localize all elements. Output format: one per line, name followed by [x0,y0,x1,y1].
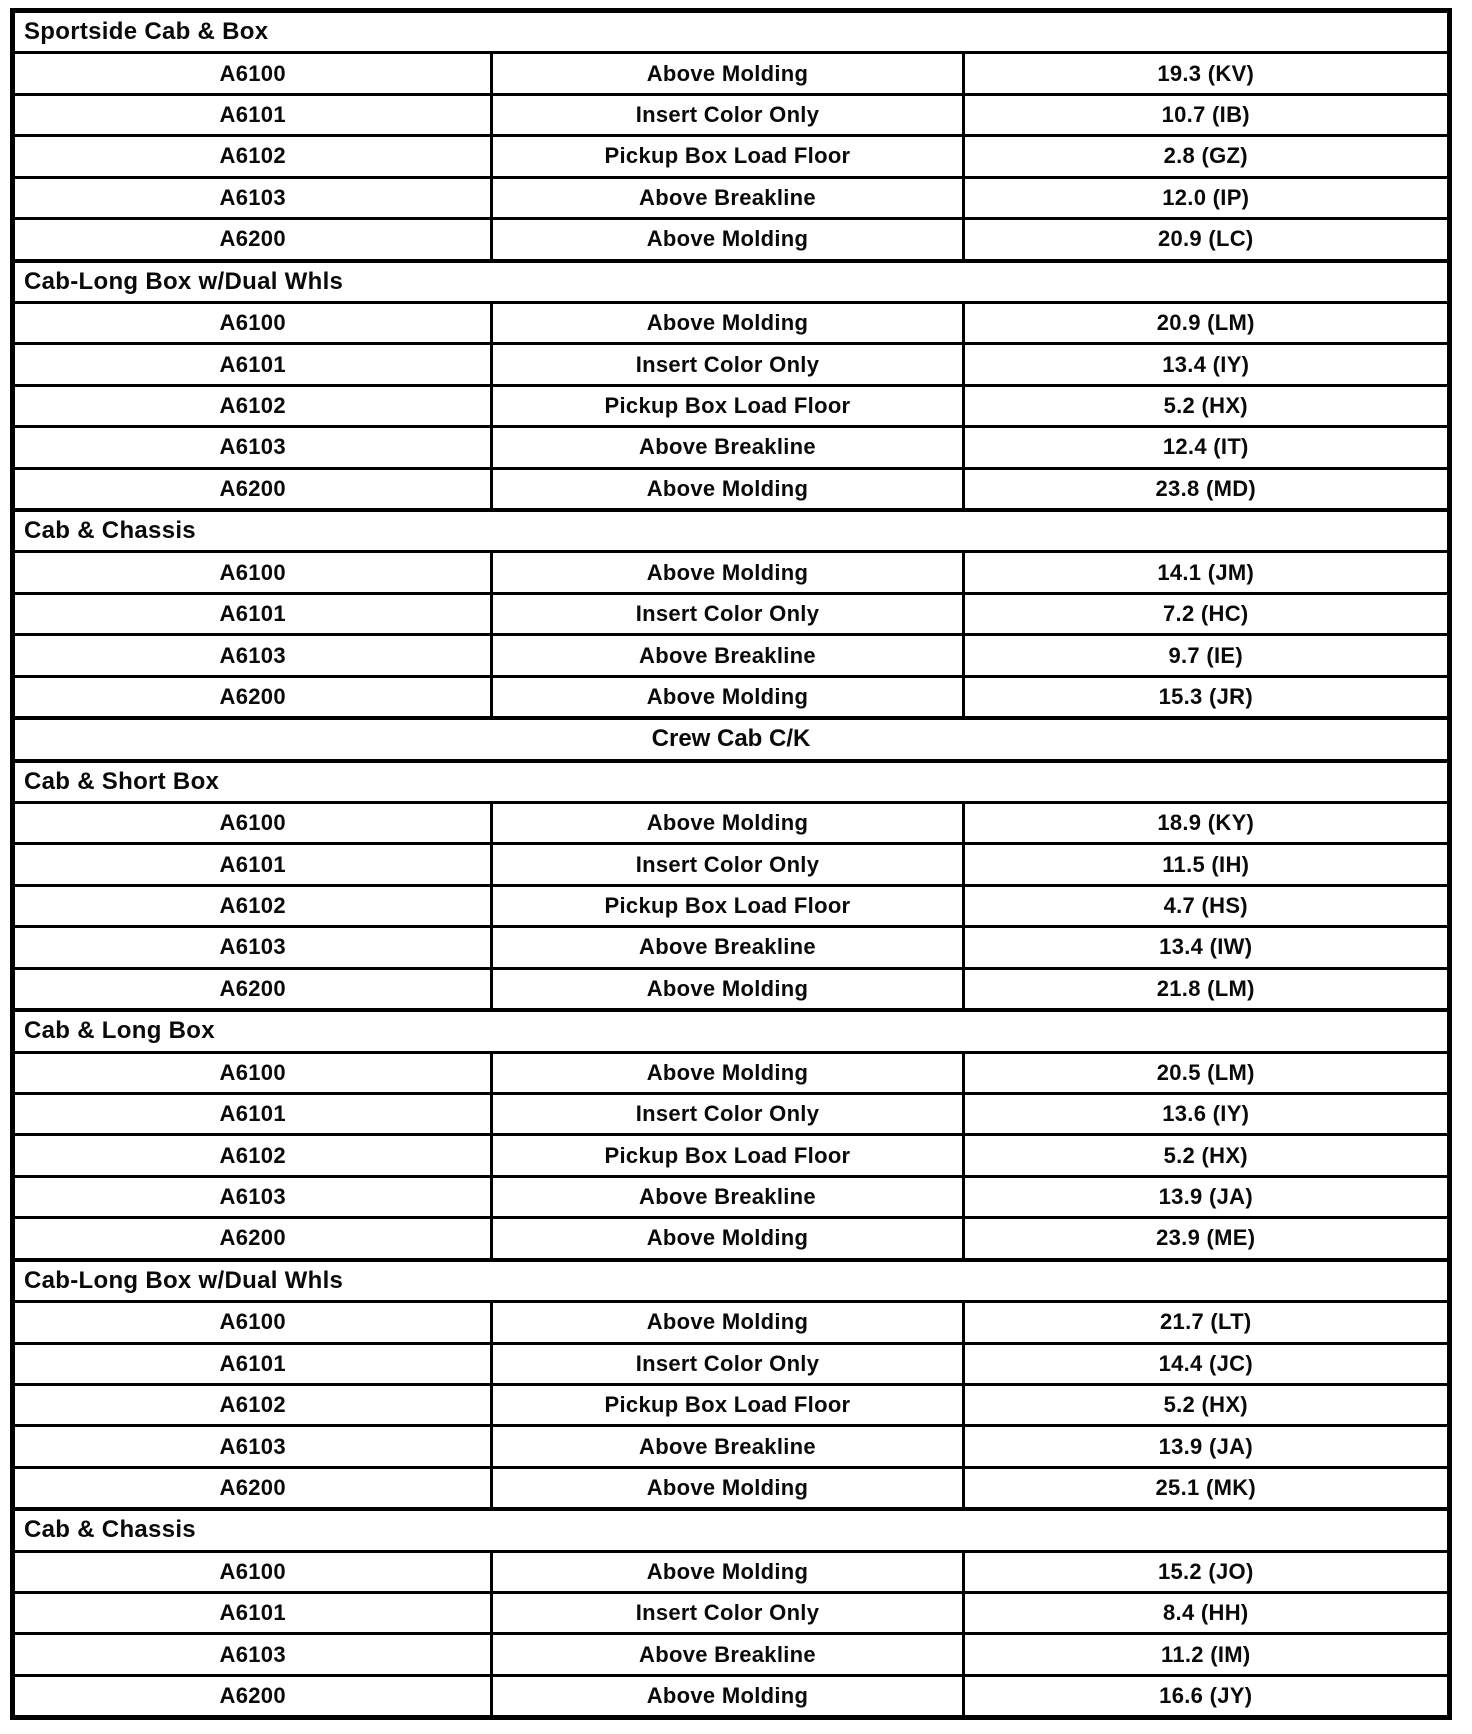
code-cell: A6200 [219,683,286,709]
section-title: Cab & Long Box [24,1017,215,1045]
table-row [15,925,1447,966]
table-row [15,1674,1447,1715]
code-cell: A6101 [219,1350,286,1376]
table-row [15,967,1447,1008]
description-cell: Pickup Box Load Floor [490,1136,961,1174]
table-row [15,93,1447,134]
value-cell: 13.9 (JA) [962,1427,1447,1465]
table-row [15,1216,1447,1257]
table-row [15,467,1447,508]
section-title: Cab & Short Box [24,767,220,795]
group-header-row [15,716,1447,758]
value-cell: 2.8 (GZ) [962,137,1447,175]
table-row [15,1092,1447,1133]
table-row [15,550,1447,591]
code-cell: A6200 [219,1683,286,1709]
code-cell: A6103 [219,434,286,460]
code-cell: A6101 [219,601,286,627]
code-cell: A6101 [219,102,286,128]
value-cell: 23.9 (ME) [962,1219,1447,1257]
description-cell: Above Molding [490,553,961,591]
description-cell: Above Molding [490,1219,961,1257]
code-cell: A6100 [219,559,286,585]
table-row [15,1051,1447,1092]
table-row [15,1300,1447,1341]
section-title: Cab & Chassis [24,517,196,545]
table-row [15,384,1447,425]
table-row [15,425,1447,466]
description-cell: Above Molding [490,1054,961,1092]
code-cell: A6200 [219,1225,286,1251]
description-cell: Pickup Box Load Floor [490,137,961,175]
value-cell: 9.7 (IE) [962,636,1447,674]
value-cell: 7.2 (HC) [962,595,1447,633]
value-cell: 10.7 (IB) [962,96,1447,134]
section-header-row [15,508,1447,550]
section-header-row [15,759,1447,801]
code-cell: A6102 [219,143,286,169]
table-row [15,675,1447,716]
value-cell: 23.8 (MD) [962,470,1447,508]
code-cell: A6102 [219,1142,286,1168]
code-cell: A6100 [219,1309,286,1335]
description-cell: Pickup Box Load Floor [490,1386,961,1424]
value-cell: 25.1 (MK) [962,1469,1447,1507]
description-cell: Above Breakline [490,636,961,674]
code-cell: A6103 [219,1641,286,1667]
table-row [15,1632,1447,1673]
description-cell: Insert Color Only [490,345,961,383]
description-cell: Above Molding [490,1303,961,1341]
description-cell: Above Molding [490,678,961,716]
code-cell: A6200 [219,475,286,501]
table-row [15,51,1447,92]
description-cell: Above Molding [490,54,961,92]
value-cell: 15.2 (JO) [962,1553,1447,1591]
table-row [15,592,1447,633]
table-row [15,884,1447,925]
code-cell: A6100 [219,1059,286,1085]
description-cell: Above Molding [490,970,961,1008]
description-cell: Above Breakline [490,928,961,966]
value-cell: 19.3 (KV) [962,54,1447,92]
description-cell: Insert Color Only [490,1594,961,1632]
section-header-row [15,13,1447,51]
table-row [15,342,1447,383]
code-cell: A6101 [219,851,286,877]
table-row [15,633,1447,674]
code-cell: A6101 [219,351,286,377]
description-cell: Insert Color Only [490,595,961,633]
description-cell: Above Breakline [490,1178,961,1216]
section-title: Sportside Cab & Box [24,18,269,46]
description-cell: Above Breakline [490,428,961,466]
table-row [15,301,1447,342]
code-cell: A6102 [219,893,286,919]
value-cell: 18.9 (KY) [962,804,1447,842]
value-cell: 16.6 (JY) [962,1677,1447,1715]
table-row [15,801,1447,842]
value-cell: 20.5 (LM) [962,1054,1447,1092]
group-title: Crew Cab C/K [651,725,811,753]
value-cell: 20.9 (LC) [962,220,1447,258]
code-cell: A6200 [219,975,286,1001]
table-row [15,1424,1447,1465]
value-cell: 21.7 (LT) [962,1303,1447,1341]
code-cell: A6101 [219,1101,286,1127]
section-title: Cab & Chassis [24,1516,196,1544]
value-cell: 5.2 (HX) [962,387,1447,425]
table-row [15,1550,1447,1591]
description-cell: Pickup Box Load Floor [490,387,961,425]
description-cell: Pickup Box Load Floor [490,887,961,925]
table-row [15,217,1447,258]
value-cell: 13.4 (IW) [962,928,1447,966]
table-row [15,1383,1447,1424]
value-cell: 12.4 (IT) [962,428,1447,466]
code-cell: A6103 [219,184,286,210]
table-row [15,1133,1447,1174]
section-title: Cab-Long Box w/Dual Whls [24,1266,344,1294]
value-cell: 11.5 (IH) [962,845,1447,883]
description-cell: Above Breakline [490,179,961,217]
code-cell: A6101 [219,1600,286,1626]
value-cell: 13.4 (IY) [962,345,1447,383]
code-cell: A6103 [219,1433,286,1459]
value-cell: 4.7 (HS) [962,887,1447,925]
description-cell: Insert Color Only [490,845,961,883]
table-row [15,1175,1447,1216]
description-cell: Above Molding [490,1469,961,1507]
description-cell: Insert Color Only [490,1345,961,1383]
value-cell: 8.4 (HH) [962,1594,1447,1632]
table-row [15,176,1447,217]
code-cell: A6103 [219,642,286,668]
description-cell: Above Molding [490,220,961,258]
code-cell: A6200 [219,1474,286,1500]
code-cell: A6100 [219,810,286,836]
table-row [15,1342,1447,1383]
value-cell: 5.2 (HX) [962,1386,1447,1424]
section-header-row [15,1258,1447,1300]
table-row [15,134,1447,175]
value-cell: 20.9 (LM) [962,304,1447,342]
value-cell: 11.2 (IM) [962,1635,1447,1673]
value-cell: 13.9 (JA) [962,1178,1447,1216]
code-cell: A6102 [219,1392,286,1418]
description-cell: Above Breakline [490,1635,961,1673]
value-cell: 14.1 (JM) [962,553,1447,591]
value-cell: 13.6 (IY) [962,1095,1447,1133]
code-cell: A6102 [219,393,286,418]
description-cell: Above Molding [490,470,961,508]
description-cell: Insert Color Only [490,1095,961,1133]
description-cell: Above Breakline [490,1427,961,1465]
code-cell: A6103 [219,1184,286,1210]
code-cell: A6100 [219,60,286,86]
value-cell: 14.4 (JC) [962,1345,1447,1383]
code-cell: A6103 [219,934,286,960]
code-cell: A6100 [219,1558,286,1584]
description-cell: Above Molding [490,804,961,842]
description-cell: Above Molding [490,1677,961,1715]
value-cell: 5.2 (HX) [962,1136,1447,1174]
table-row [15,842,1447,883]
section-header-row [15,259,1447,301]
description-cell: Above Molding [490,1553,961,1591]
section-title: Cab-Long Box w/Dual Whls [24,267,344,295]
value-cell: 12.0 (IP) [962,179,1447,217]
description-cell: Insert Color Only [490,96,961,134]
description-cell: Above Molding [490,304,961,342]
table-row [15,1466,1447,1507]
code-cell: A6100 [219,310,286,336]
code-cell: A6200 [219,226,286,252]
value-cell: 21.8 (LM) [962,970,1447,1008]
value-cell: 15.3 (JR) [962,678,1447,716]
section-header-row [15,1507,1447,1549]
table-row [15,1591,1447,1632]
section-header-row [15,1008,1447,1050]
body-dimensions-table [10,8,1452,1720]
